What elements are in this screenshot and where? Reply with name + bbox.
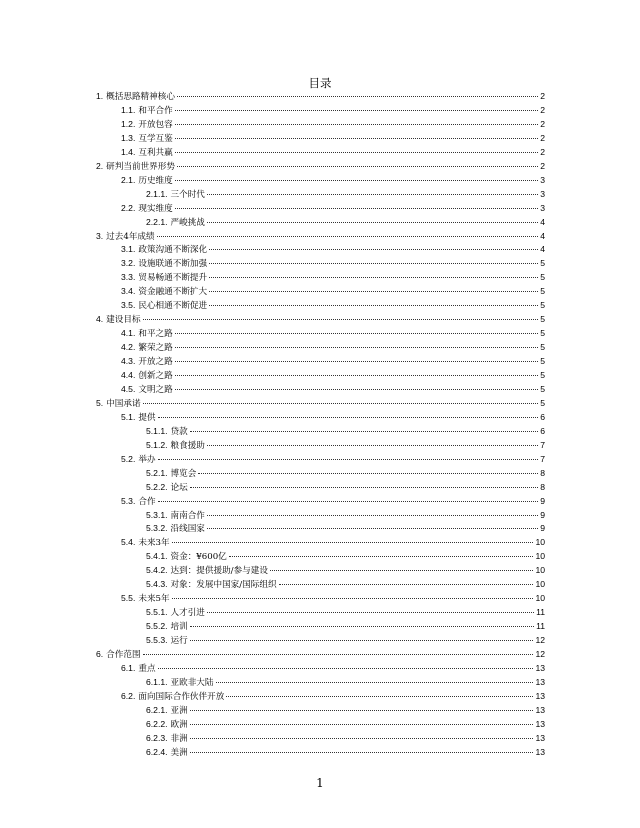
toc-entry-page: 13 <box>535 718 545 729</box>
toc-entry-title: 重点 <box>138 663 156 674</box>
toc-entry-title: 互学互鉴 <box>138 133 173 144</box>
toc-entry-number: 2. <box>96 160 104 171</box>
toc-entry-title: 政策沟通不断深化 <box>138 245 208 256</box>
dot-leader <box>175 375 538 376</box>
toc-entry[interactable] <box>146 425 545 439</box>
dot-leader <box>209 277 538 278</box>
toc-entry[interactable] <box>146 216 545 230</box>
toc-entry[interactable] <box>121 257 545 271</box>
dot-leader <box>190 487 539 488</box>
toc-entry-number: 5.1.1. <box>146 425 168 436</box>
dot-leader <box>175 110 538 111</box>
dot-leader <box>190 724 534 725</box>
dot-leader <box>207 528 538 529</box>
toc-entry-title: 概括思路精神核心 <box>106 92 175 102</box>
toc-entry[interactable] <box>146 578 545 592</box>
dot-leader <box>175 138 538 139</box>
dot-leader <box>209 263 538 264</box>
toc-entry[interactable] <box>121 104 545 118</box>
dot-leader <box>190 640 534 641</box>
toc-entry[interactable] <box>146 620 545 634</box>
toc-entry-number: 1.3. <box>121 132 136 143</box>
dot-leader <box>175 389 538 390</box>
toc-entry-page: 13 <box>535 690 545 701</box>
toc-entry-title: 运行 <box>170 636 188 647</box>
toc-entry-title: 非洲 <box>170 733 188 744</box>
toc-entry-number: 5.5.3. <box>146 635 168 646</box>
toc-entry-number: 5.1. <box>121 411 136 422</box>
toc-entry[interactable] <box>121 341 545 355</box>
toc-entry[interactable] <box>146 439 545 453</box>
toc-entry-number: 4.4. <box>121 370 136 380</box>
toc-entry[interactable] <box>146 676 545 690</box>
toc-entry-number: 5.5. <box>121 593 136 604</box>
toc-entry-page: 5 <box>540 286 545 297</box>
toc-entry-page: 5 <box>540 314 545 325</box>
toc-entry-number: 6.2.3. <box>146 732 168 743</box>
toc-entry-title: 开放包容 <box>138 119 173 130</box>
toc-entry-title: 和平合作 <box>138 105 173 116</box>
toc-entry[interactable] <box>146 564 545 578</box>
toc-entry-number: 5.4. <box>121 537 136 548</box>
dot-leader <box>158 501 539 502</box>
toc-entry-page: 8 <box>540 481 545 492</box>
toc-entry-page: 2 <box>540 104 545 115</box>
toc-entry-title: 人才引进 <box>170 608 205 619</box>
toc-entry-title: 文明之路 <box>138 384 173 395</box>
toc-entry-title: 未来3年 <box>138 538 170 549</box>
toc-entry[interactable] <box>146 606 545 620</box>
toc-entry-title: 对象：发展中国家/国际组织 <box>170 580 277 591</box>
toc-entry-title: 资金：¥600亿 <box>170 552 227 563</box>
toc-entry-number: 2.1.1. <box>146 188 168 199</box>
toc-entry[interactable] <box>121 299 545 313</box>
toc-entry[interactable] <box>146 522 545 536</box>
toc-entry-page: 7 <box>540 453 545 464</box>
toc-entry-number: 4.5. <box>121 383 136 394</box>
toc-entry[interactable] <box>146 634 545 648</box>
toc-entry-page: 10 <box>535 579 545 590</box>
dot-leader <box>177 96 538 97</box>
toc-entry-number: 2.2. <box>121 202 136 213</box>
toc-entry-page: 13 <box>535 746 545 757</box>
toc-entry[interactable] <box>121 383 545 397</box>
toc-entry-title: 举办 <box>138 454 156 465</box>
toc-entry-title: 提供 <box>138 412 156 423</box>
dot-leader <box>175 347 538 348</box>
toc-entry[interactable] <box>121 369 545 383</box>
toc-entry-page: 10 <box>535 551 545 562</box>
toc-entry-page: 5 <box>540 397 545 408</box>
dot-leader <box>172 598 534 599</box>
toc-entry-title: 沿线国家 <box>170 524 205 535</box>
toc-entry-title: 贸易畅通不断提升 <box>138 273 208 284</box>
toc-entry[interactable] <box>121 662 545 676</box>
dot-leader <box>143 319 539 320</box>
dot-leader <box>270 570 533 571</box>
toc-entry-page: 5 <box>540 342 545 353</box>
toc-entry[interactable] <box>121 146 545 160</box>
toc-entry-title: 博览会 <box>170 468 197 479</box>
toc-entry-number: 3.3. <box>121 272 136 283</box>
toc-entry-page: 13 <box>535 676 545 687</box>
toc-entry-title: 资金融通不断扩大 <box>138 287 208 298</box>
toc-entry[interactable] <box>96 313 545 327</box>
toc-entry[interactable] <box>121 592 545 606</box>
toc-entry[interactable] <box>121 202 545 216</box>
toc-entry-page: 6 <box>540 425 545 436</box>
toc-entry-number: 6.2.1. <box>146 704 168 715</box>
dot-leader <box>190 752 534 753</box>
dot-leader <box>157 236 539 237</box>
toc-entry-number: 3.2. <box>121 258 136 269</box>
toc-entry-title: 欧洲 <box>170 719 188 730</box>
toc-entry[interactable] <box>121 411 545 425</box>
toc-entry[interactable] <box>146 467 545 481</box>
toc-entry-number: 5.5.2. <box>146 621 168 632</box>
toc-entry[interactable] <box>121 453 545 467</box>
toc-entry-number: 4.1. <box>121 328 136 339</box>
dot-leader <box>229 556 534 557</box>
toc-entry-page: 13 <box>535 732 545 743</box>
dot-leader <box>143 403 539 404</box>
toc-entry-title: 创新之路 <box>138 371 173 381</box>
dot-leader <box>177 166 538 167</box>
toc-entry-number: 4.3. <box>121 356 136 367</box>
toc-entry-page: 2 <box>540 118 545 129</box>
toc-entry-title: 未来5年 <box>138 594 170 605</box>
toc-entry[interactable] <box>121 690 545 704</box>
toc-entry-title: 过去4年成绩 <box>106 231 155 242</box>
toc-entry-page: 10 <box>535 565 545 576</box>
toc-entry-number: 5.4.2. <box>146 565 168 576</box>
toc-entry-page: 6 <box>540 411 545 422</box>
toc-entry[interactable] <box>96 648 545 662</box>
dot-leader <box>175 152 538 153</box>
toc-entry[interactable] <box>96 397 545 411</box>
toc-entry-page: 2 <box>540 160 545 171</box>
toc-entry-page: 5 <box>540 383 545 394</box>
toc-entry-number: 6.1.1. <box>146 676 168 687</box>
dot-leader <box>172 542 534 543</box>
toc-entry-number: 5.3.2. <box>146 523 168 534</box>
toc-entry[interactable] <box>121 536 545 550</box>
toc-entry-title: 历史维度 <box>138 175 173 186</box>
toc-entry-number: 6.2. <box>121 690 136 701</box>
toc-entry-title: 达到：提供援助/参与建设 <box>170 566 268 577</box>
dot-leader <box>198 473 538 474</box>
toc-entry-number: 5. <box>96 397 104 408</box>
toc-entry-page: 5 <box>540 258 545 269</box>
toc-entry[interactable] <box>121 355 545 369</box>
dot-leader <box>207 222 538 223</box>
toc-entry-page: 11 <box>536 621 545 632</box>
toc-entry-page: 5 <box>540 370 545 380</box>
toc-entry-page: 12 <box>535 635 545 646</box>
toc-entry-title: 设施联通不断加强 <box>138 259 208 270</box>
toc-entry[interactable] <box>121 118 545 132</box>
toc-entry-page: 12 <box>535 649 545 659</box>
toc-entry-number: 1. <box>96 91 104 101</box>
toc-entry-title: 亚洲 <box>170 705 188 716</box>
toc-entry-number: 3. <box>96 230 104 241</box>
toc-entry-number: 1.4. <box>121 146 136 157</box>
dot-leader <box>158 459 539 460</box>
toc-entry-number: 5.4.3. <box>146 579 168 590</box>
toc-entry-page: 5 <box>540 356 545 367</box>
dot-leader <box>175 361 538 362</box>
toc-entry-title: 开放之路 <box>138 357 173 368</box>
toc-entry-title: 培训 <box>170 622 188 633</box>
toc-entry-number: 5.2. <box>121 453 136 464</box>
dot-leader <box>175 180 538 181</box>
toc-entry-page: 2 <box>540 132 545 143</box>
toc-entry-title: 建设目标 <box>106 315 141 326</box>
page-number: 1 <box>316 776 324 790</box>
toc-entry[interactable] <box>146 704 545 718</box>
toc-entry-title: 面向国际合作伙伴开放 <box>138 691 225 702</box>
toc-entry[interactable] <box>121 132 545 146</box>
toc-entry[interactable] <box>121 327 545 341</box>
toc-entry-number: 3.4. <box>121 286 136 297</box>
toc-entry[interactable] <box>146 509 545 523</box>
toc-entry[interactable] <box>146 481 545 495</box>
dot-leader <box>158 417 539 418</box>
dot-leader <box>190 738 534 739</box>
toc-entry-page: 13 <box>535 662 545 673</box>
toc-entry[interactable] <box>146 550 545 564</box>
toc-entry-title: 中国承诺 <box>106 398 141 409</box>
toc-entry[interactable] <box>146 746 545 760</box>
toc-entry-title: 三个时代 <box>170 189 205 200</box>
toc-entry-number: 5.2.1. <box>146 467 168 478</box>
dot-leader <box>158 668 534 669</box>
toc-entry-number: 6.2.2. <box>146 718 168 729</box>
toc-entry-page: 4 <box>540 216 545 227</box>
toc-entry-page: 3 <box>540 174 545 185</box>
toc-entry-title: 美洲 <box>170 747 188 758</box>
dot-leader <box>190 710 534 711</box>
toc-entry[interactable] <box>146 718 545 732</box>
toc-entry-page: 5 <box>540 300 545 311</box>
dot-leader <box>209 249 538 250</box>
dot-leader <box>143 654 534 655</box>
toc-entry[interactable] <box>96 230 545 244</box>
toc-entry-page: 10 <box>535 537 545 548</box>
toc-entry-page: 7 <box>540 439 545 450</box>
dot-leader <box>207 515 538 516</box>
toc-entry[interactable] <box>121 285 545 299</box>
toc-entry-title: 合作范围 <box>106 650 141 660</box>
toc-entry-page: 9 <box>540 495 545 506</box>
toc-entry-number: 5.4.1. <box>146 551 168 562</box>
toc-entry-number: 5.1.2. <box>146 439 168 450</box>
toc-entry[interactable] <box>96 160 545 174</box>
toc-entry-page: 3 <box>540 188 545 199</box>
toc-entry-number: 5.3. <box>121 495 136 506</box>
toc-entry-title: 粮食援助 <box>170 440 205 451</box>
toc-entry-title: 现实维度 <box>138 203 173 214</box>
toc-entry-number: 2.2.1. <box>146 216 168 227</box>
toc-entry-page: 3 <box>540 202 545 213</box>
toc-entry-number: 5.3.1. <box>146 509 168 520</box>
dot-leader <box>279 584 534 585</box>
dot-leader <box>175 208 538 209</box>
dot-leader <box>207 194 538 195</box>
toc-entry[interactable] <box>146 732 545 746</box>
dot-leader <box>175 333 538 334</box>
toc-entry-number: 3.5. <box>121 300 136 311</box>
toc-entry-number: 6.1. <box>121 662 136 673</box>
toc-entry-number: 6.2.4. <box>146 746 168 757</box>
toc-entry-page: 5 <box>540 328 545 339</box>
toc-entry-page: 5 <box>540 272 545 283</box>
dot-leader <box>209 305 538 306</box>
toc-entry-title: 民心相通不断促进 <box>138 301 208 312</box>
toc-entry-title: 南南合作 <box>170 510 205 521</box>
toc-entry-title: 和平之路 <box>138 329 173 340</box>
dot-leader <box>190 431 539 432</box>
toc-entry-number: 4.2. <box>121 342 136 353</box>
toc-entry-title: 亚欧非大陆 <box>170 677 214 688</box>
toc-title: 目录 <box>308 76 332 90</box>
toc-entry-page: 4 <box>540 230 545 241</box>
toc-entry-page: 9 <box>540 509 545 520</box>
dot-leader <box>190 626 534 627</box>
toc-entry-page: 9 <box>540 523 545 534</box>
toc-entry-number: 1.2. <box>121 118 136 129</box>
toc-entry-title: 严峻挑战 <box>170 217 205 228</box>
toc-entry-title: 论坛 <box>170 482 188 493</box>
dot-leader <box>207 445 538 446</box>
toc-entry-number: 1.1. <box>121 104 136 115</box>
toc-entry-title: 研判当前世界形势 <box>106 161 175 172</box>
dot-leader <box>216 682 534 683</box>
toc-entry-page: 8 <box>540 467 545 478</box>
toc-entry[interactable] <box>121 174 545 188</box>
toc-entry-number: 3.1. <box>121 244 136 255</box>
dot-leader <box>175 124 538 125</box>
dot-leader <box>226 696 533 697</box>
toc-entry[interactable] <box>121 271 545 285</box>
toc-entry-number: 6. <box>96 649 104 659</box>
toc-entry-page: 13 <box>535 704 545 715</box>
dot-leader <box>209 291 538 292</box>
toc-entry-page: 4 <box>540 244 545 255</box>
toc-entry-page: 2 <box>540 91 545 101</box>
toc-entry-page: 2 <box>540 146 545 157</box>
toc-entry[interactable] <box>146 188 545 202</box>
toc-entry-number: 5.2.2. <box>146 481 168 492</box>
toc-entry-page: 10 <box>535 593 545 604</box>
toc-entry-title: 贷款 <box>170 426 188 437</box>
toc-entry-number: 2.1. <box>121 174 136 185</box>
toc-entry-number: 5.5.1. <box>146 607 168 618</box>
toc-entry[interactable] <box>121 495 545 509</box>
toc-entry-title: 繁荣之路 <box>138 343 173 354</box>
toc-entry-page: 11 <box>536 607 545 618</box>
toc-entry-number: 4. <box>96 314 104 325</box>
toc-entry-title: 合作 <box>138 496 156 507</box>
toc-entry-title: 互利共赢 <box>138 147 173 158</box>
toc-entry[interactable] <box>96 90 545 104</box>
dot-leader <box>207 612 534 613</box>
toc-entry[interactable] <box>121 243 545 257</box>
